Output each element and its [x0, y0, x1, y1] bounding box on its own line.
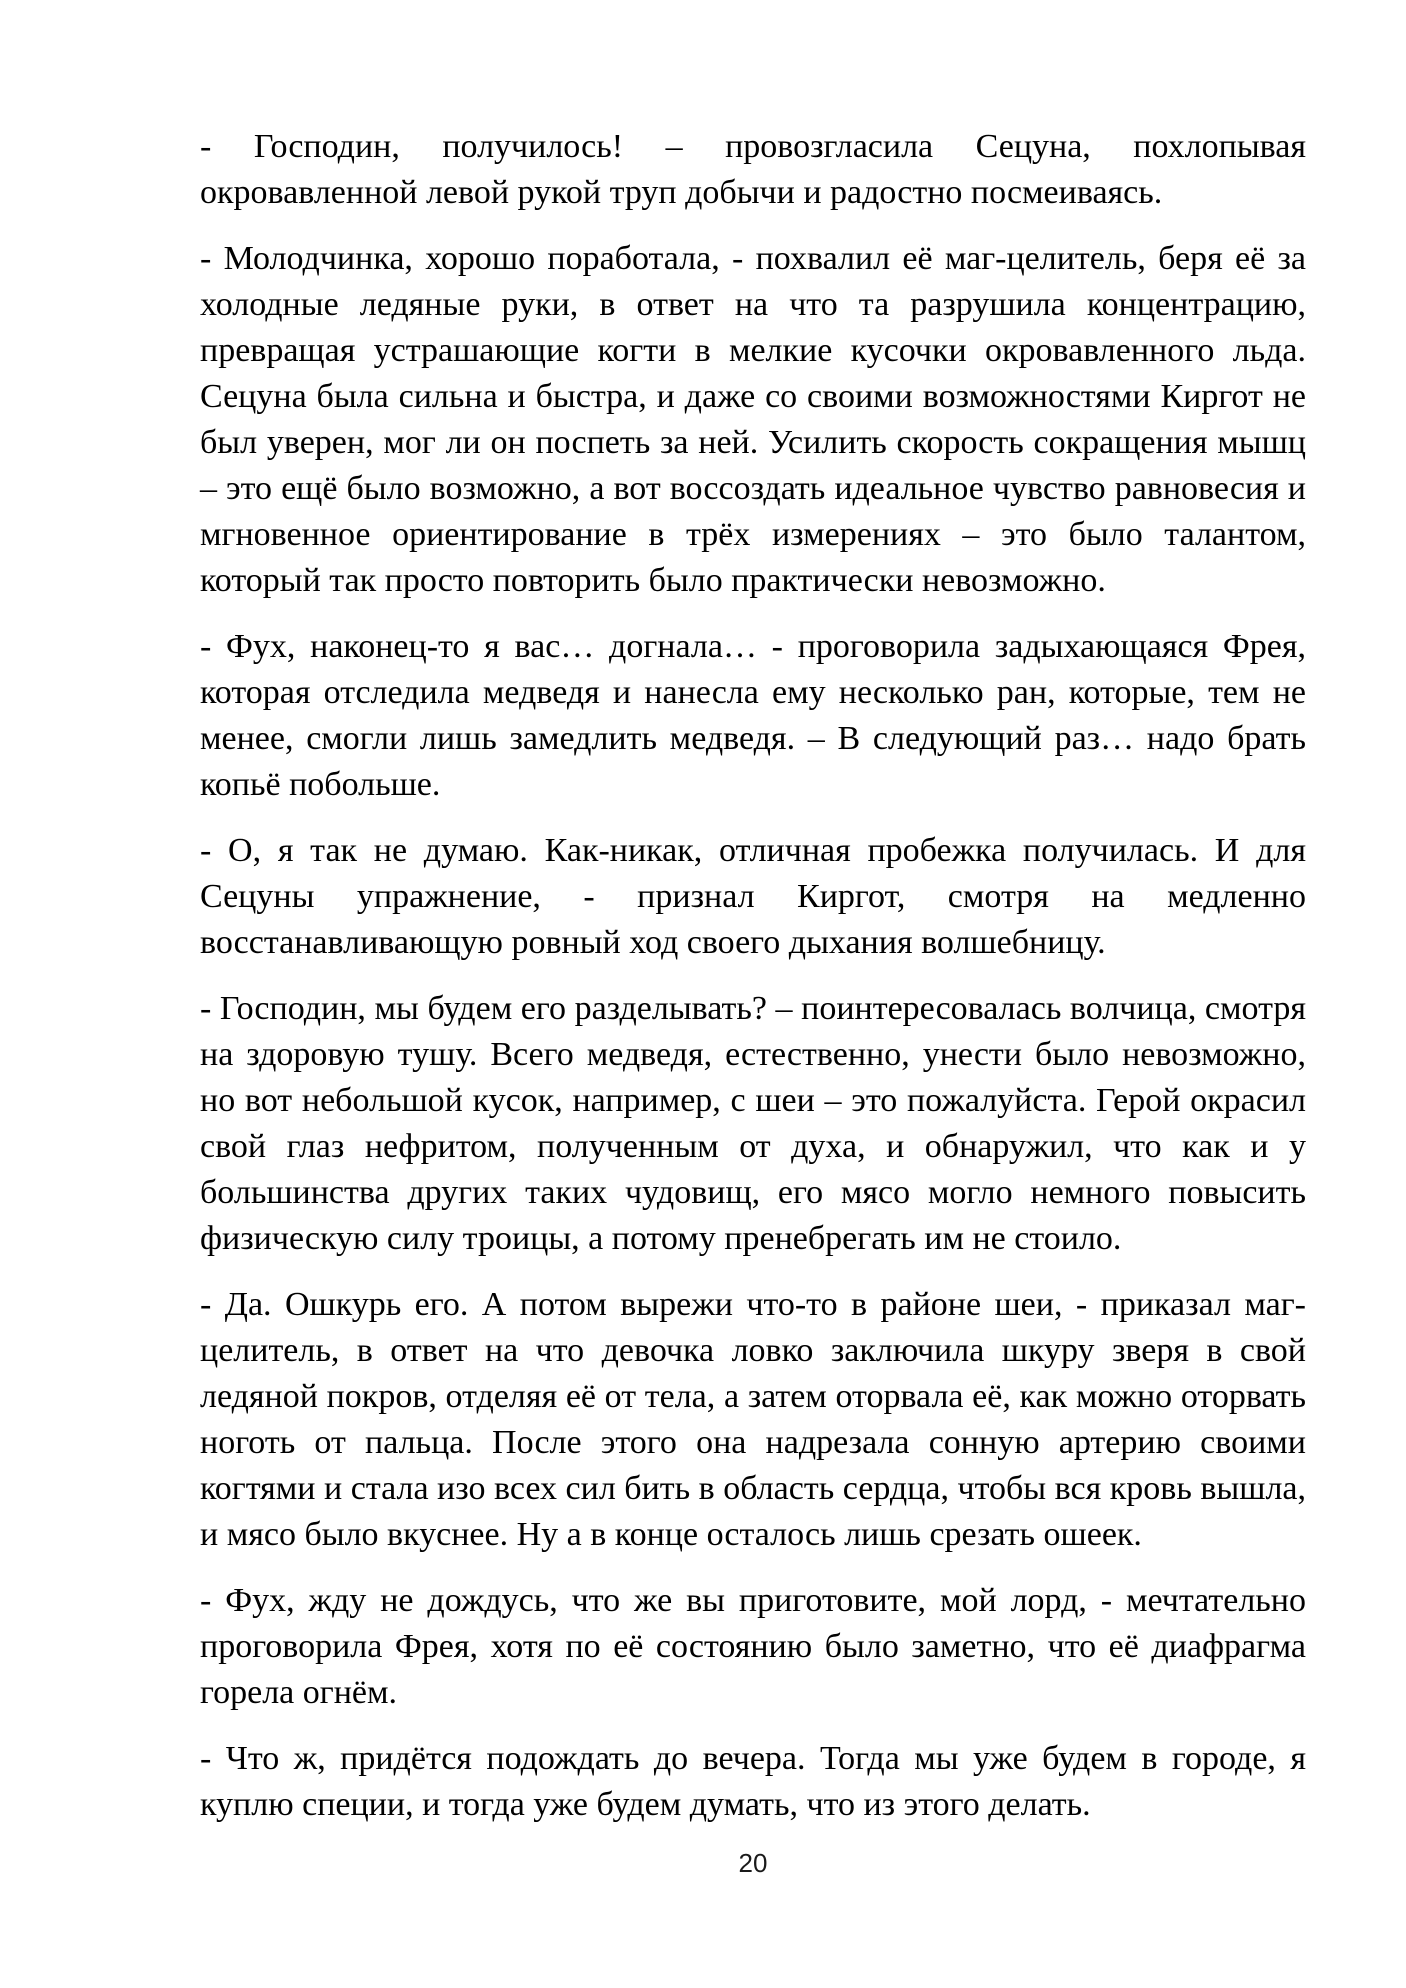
page-number: 20 — [738, 1848, 768, 1878]
paragraph-3: - Фух, наконец-то я вас… догнала… - проговорила задыхающаяся Фрея, которая отследила медведя и нанесла ему несколько ран, которые, тем не менее, смогли лишь замедлить медведя. – В следующий раз… надо брать копьё побольше. — [200, 628, 1306, 803]
page-text-block — [200, 124, 1306, 1828]
paragraph-7: - Фух, жду не дождусь, что же вы приготовите, мой лорд, - мечтательно проговорила Фрея, хотя по её состоянию было заметно, что её диафрагма горела огнём. — [200, 1582, 1306, 1711]
page-footer — [200, 1846, 1306, 1880]
paragraph-4: - О, я так не думаю. Как-никак, отличная пробежка получилась. И для Сецуны упражнение, - признал Киргот, смотря на медленно восстанавливающую ровный ход своего дыхания волшебницу. — [200, 832, 1306, 961]
paragraph-1: - Господин, получилось! – провозгласила Сецуна, похлопывая окровавленной левой рукой труп добычи и радостно посмеиваясь. — [200, 128, 1306, 211]
paragraph-2: - Молодчинка, хорошо поработала, - похвалил её маг-целитель, беря её за холодные ледяные руки, в ответ на что та разрушила концентрацию, превращая устрашающие когти в мелкие кусочки окровавленного льда. Сецуна была сильна и быстра, и даже со своими возможностями Киргот не был уверен, мог ли он поспеть за ней. Усилить скорость сокращения мышц – это ещё было возможно, а вот воссоздать идеальное чувство равновесия и мгновенное ориентирование в трёх измерениях – это было талантом, который так просто повторить было практически невозможно. — [200, 240, 1306, 599]
paragraph-5: - Господин, мы будем его разделывать? – поинтересовалась волчица, смотря на здоровую тушу. Всего медведя, естественно, унести было невозможно, но вот небольшой кусок, например, с шеи – это пожалуйста. Герой окрасил свой глаз нефритом, полученным от духа, и обнаружил, что как и у большинства других таких чудовищ, его мясо могло немного повысить физическую силу троицы, а потому пренебрегать им не стоило. — [200, 990, 1306, 1257]
paragraph-6: - Да. Ошкурь его. А потом вырежи что-то в районе шеи, - приказал маг-целитель, в ответ на что девочка ловко заключила шкуру зверя в свой ледяной покров, отделяя её от тела, а затем оторвала её, как можно оторвать ноготь от пальца. После этого она надрезала сонную артерию своими когтями и стала изо всех сил бить в область сердца, чтобы вся кровь вышла, и мясо было вкуснее. Ну а в конце осталось лишь срезать ошеек. — [200, 1286, 1306, 1553]
paragraph-8: - Что ж, придётся подождать до вечера. Тогда мы уже будем в городе, я куплю специи, и тогда уже будем думать, что из этого делать. — [200, 1740, 1306, 1823]
